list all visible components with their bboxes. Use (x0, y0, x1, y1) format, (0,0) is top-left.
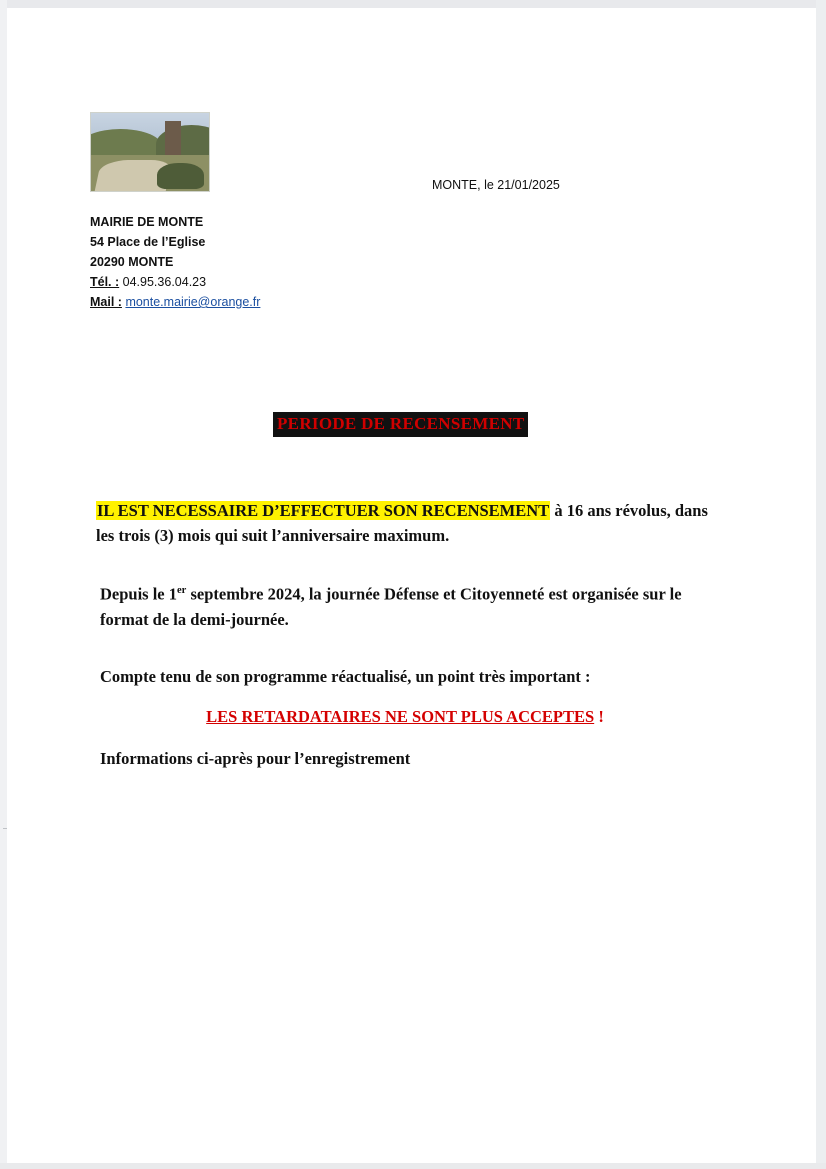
paragraph-info-followup: Informations ci-après pour l’enregistrement (100, 749, 411, 768)
paragraph-obligation-rest: à 16 ans révolus, dans les trois (3) mois qui suit l’anniversaire maximum. (96, 501, 708, 545)
paragraph-jdc (100, 578, 696, 632)
phone-label: Tél. : (90, 275, 120, 289)
scan-edge-left (0, 0, 7, 1169)
sender-block (90, 212, 260, 312)
paragraph-jdc-prefix: Depuis le 1 (100, 584, 178, 604)
highlighted-statement: IL EST NECESSAIRE D’EFFECTUER SON RECENSEMENT (97, 501, 550, 520)
page-title: PERIODE DE RECENSEMENT (273, 412, 528, 437)
date-line: MONTE, le 21/01/2025 (432, 178, 560, 192)
address-city: 20290 MONTE (90, 255, 174, 269)
address-street: 54 Place de l’Eglise (90, 235, 206, 249)
warning-exclamation: ! (594, 707, 604, 726)
scan-edge-top (0, 0, 826, 8)
scan-edge-bottom (0, 1163, 826, 1169)
paragraph-important-point: Compte tenu de son programme réactualisé, un point très important : (100, 667, 591, 686)
paragraph-warning (96, 704, 714, 729)
paragraph-jdc-rest: septembre 2024, la journée Défense et Citoyenneté est organisée sur le format de la demi-journée. (100, 584, 682, 629)
paragraph-obligation (96, 498, 714, 548)
scan-artifact-mark (3, 828, 7, 829)
mail-label: Mail : (90, 295, 122, 309)
phone-value: 04.95.36.04.23 (122, 275, 207, 289)
organization-name: MAIRIE DE MONTE (90, 215, 204, 229)
warning-text: LES RETARDATAIRES NE SONT PLUS ACCEPTES (206, 707, 595, 726)
logo-bush (157, 163, 204, 190)
mail-link[interactable]: monte.mairie@orange.fr (125, 295, 261, 309)
logo-tower (165, 121, 181, 157)
ordinal-suffix: er (177, 585, 187, 596)
scan-edge-right (816, 0, 826, 1169)
village-photo-logo (90, 112, 210, 192)
